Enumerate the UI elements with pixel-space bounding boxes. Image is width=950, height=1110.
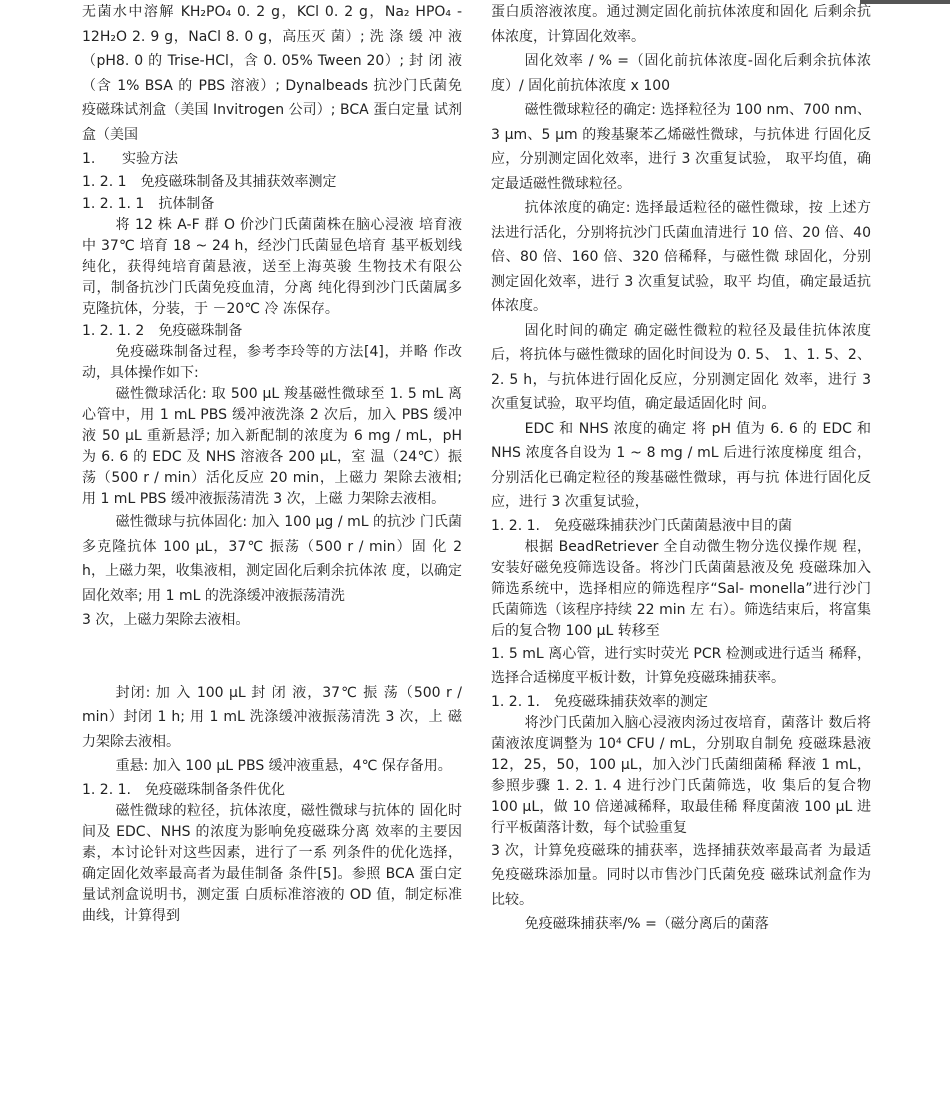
- capture-paragraph: 根据 BeadRetriever 全自动微生物分选仪操作规 程，安装好磁免疫筛选设备。将沙门氏菌菌悬液及免 疫磁珠加入筛选系统中，选择相应的筛选程序“Sal- monella”进行沙门氏菌筛选（该程序持续 22 min 左 右）。筛选结束后，将富集后的复合物 100 μL 转移至: [491, 538, 871, 639]
- antibody-conc-paragraph: 抗体浓度的确定: 选择最适粒径的磁性微球，按 上述方法进行活化，分别将抗沙门氏菌血清进行 10 倍、20 倍、40 倍、80 倍、160 倍、320 倍稀释，与磁性微 球固化，分别测定固化效率，进行 3 次重复试验，取平 均值，确定最适抗体浓度。: [491, 200, 871, 314]
- section-number: 1.: [82, 151, 96, 167]
- antibody-paragraph: 将 12 株 A-F 群 O 价沙门氏菌菌株在脑心浸液 培育液中 37℃ 培育 18 ~ 24 h，经沙门氏菌显色培育 基平板划线纯化，获得纯培育菌悬液，送至上海英骏 生物技术有限公司，制备抗沙门氏菌免疫血清，分离 纯化得到沙门氏菌属多克隆抗体，分装，于 －20℃ 冷 冻保存。: [82, 217, 462, 317]
- subsubsection-heading: 1. 2. 1. 1 抗体制备: [82, 196, 215, 212]
- protein-paragraph: 蛋白质溶液浓度。通过测定固化前抗体浓度和固化 后剩余抗体浓度，计算固化效率。: [491, 4, 871, 45]
- edc-nhs-paragraph: EDC 和 NHS 浓度的确定 将 pH 值为 6. 6 的 EDC 和 NHS 浓度各自设为 1 ~ 8 mg / mL 后进行浓度梯度 组合，分别活化已确定粒径的羧基磁性微球，再与抗 体进行固化反应，进行 3 次重复试验，: [491, 420, 871, 510]
- subsubsection-heading: 1. 2. 1. 免疫磁珠制备条件优化: [82, 781, 285, 798]
- optimization-paragraph: 磁性微球的粒径，抗体浓度，磁性微球与抗体的 固化时间及 EDC、NHS 的浓度为影响免疫磁珠分离 效率的主要因素，本讨论针对这些因素，进行了一系 列条件的优化选择，确定固化效率最高者为最佳制备 条件[5]。参照 BCA 蛋白定量试剂盒说明书，测定蛋 白质标准溶液的 OD 值，制定标准曲线，计算得到: [82, 802, 462, 924]
- subsubsection-heading: 1. 2. 1. 2 免疫磁珠制备: [82, 323, 243, 339]
- efficiency-formula: 固化效率 / % =（固化前抗体浓度-固化后剩余抗体浓度）/ 固化前抗体浓度 x 100: [491, 53, 871, 94]
- efficiency-test-continued: 3 次，计算免疫磁珠的捕获率，选择捕获效率最高者 为最适免疫磁珠添加量。同时以市售沙门氏菌免疫 磁珠试剂盒作为比较。: [491, 842, 871, 908]
- section-title: 实验方法: [122, 151, 178, 167]
- capture-rate-formula: 免疫磁珠捕获率/% =（磁分离后的菌落: [524, 916, 769, 932]
- subsection-heading: 1. 2. 1 免疫磁珠制备及其捕获效率测定: [82, 174, 337, 190]
- subsubsection-heading: 1. 2. 1. 免疫磁珠捕获沙门氏菌菌悬液中目的菌: [491, 517, 792, 534]
- header-rule: [860, 0, 950, 4]
- time-paragraph: 固化时间的确定 确定磁性微粒的粒径及最佳抗体浓度后，将抗体与磁性微球的固化时间设为 0. 5、 1、1. 5、2、2. 5 h，与抗体进行固化反应，分别测定固化 效率，进行 3 次重复试验，取平均值，确定最适固化时 间。: [491, 322, 871, 412]
- activation-paragraph: 磁性微球活化: 取 500 μL 羧基磁性微球至 1. 5 mL 离心管中，用 1 mL PBS 缓冲液洗涤 2 次后，加入 PBS 缓冲液 50 μL 重新悬浮; 加入新配制的浓度为 6 mg / mL，pH 为 6. 6 的 EDC 及 NHS 溶液各 200 μL，室 温（24℃）振荡（500 r / min）活化反应 20 min，上磁力 架除去液相; 用 1 mL PBS 缓冲液振荡清洗 3 次，上磁 力架除去液相。: [82, 386, 462, 507]
- left-column: [82, 0, 462, 1110]
- right-column: [491, 0, 871, 1110]
- immobilization-continued: 3 次，上磁力架除去液相。: [82, 612, 250, 628]
- bead-prep-intro: 免疫磁珠制备过程，参考李玲等的方法[4]，并略 作改动，具体操作如下:: [82, 344, 462, 381]
- capture-continued: 1. 5 mL 离心管，进行实时荧光 PCR 检测或进行适当 稀释，选择合适梯度平板计数，计算免疫磁珠捕获率。: [491, 645, 871, 686]
- resuspend-paragraph: 重悬: 加入 100 μL PBS 缓冲液重悬，4℃ 保存备用。: [115, 758, 452, 774]
- blank-gap: [82, 633, 462, 681]
- particle-size-paragraph: 磁性微球粒径的确定: 选择粒径为 100 nm、700 nm、3 μm、5 μm 的羧基聚苯乙烯磁性微球，与抗体进 行固化反应，分别测定固化效率，进行 3 次重复试验， 取平均值，确定最适磁性微球粒径。: [491, 102, 871, 192]
- immobilization-paragraph: 磁性微球与抗体固化: 加入 100 μg / mL 的抗沙 门氏菌多克隆抗体 100 μL，37℃ 振荡（500 r / min）固 化 2 h，上磁力架，收集液相，测定固化后剩余抗体浓 度，以确定固化效率; 用 1 mL 的洗涤缓冲液振荡清洗: [82, 514, 462, 604]
- section-heading-methods: [82, 147, 462, 171]
- materials-paragraph: 无菌水中溶解 KH₂PO₄ 0. 2 g，KCl 0. 2 g，Na₂ HPO₄ - 12H₂O 2. 9 g，NaCl 8. 0 g，高压灭 菌）; 洗 涤 缓 冲 液（pH8. 0 的 Trise-HCl，含 0. 05% Tween 20）; 封 闭 液（含 1% BSA 的 PBS 溶液）; Dynalbeads 抗沙门氏菌免 疫磁珠试剂盒（美国 Invitrogen 公司）; BCA 蛋白定量 试剂盒（美国: [82, 4, 462, 143]
- blocking-paragraph: 封闭: 加 入 100 μL 封 闭 液，37℃ 振 荡（500 r / min）封闭 1 h; 用 1 mL 洗涤缓冲液振荡清洗 3 次，上 磁力架除去液相。: [82, 684, 462, 750]
- efficiency-test-paragraph: 将沙门氏菌加入脑心浸液肉汤过夜培育，菌落计 数后将菌液浓度调整为 10⁴ CFU / mL，分别取自制免 疫磁珠悬液 12，25，50，100 μL，加入沙门氏菌细菌稀 释液 1 mL，参照步骤 1. 2. 1. 4 进行沙门氏菌筛选，收 集后的复合物 100 μL，做 10 倍递减稀释，取最佳稀 释度菌液 100 μL 进行平板菌落计数，每个试验重复: [491, 714, 871, 836]
- subsubsection-heading: 1. 2. 1. 免疫磁珠捕获效率的测定: [491, 693, 708, 710]
